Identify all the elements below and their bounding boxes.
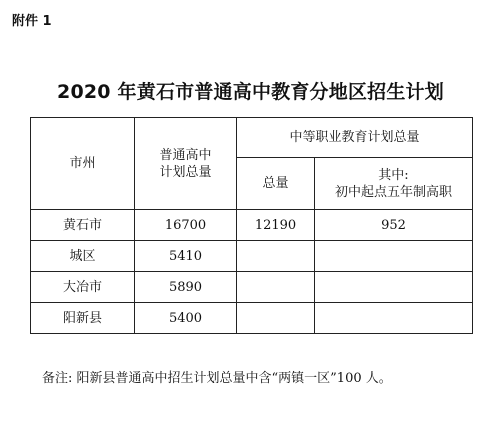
header-city: 市州 bbox=[31, 118, 135, 210]
table-row bbox=[31, 210, 473, 241]
enrollment-plan-table bbox=[30, 117, 473, 334]
header-five-year-line2: 初中起点五年制高职 bbox=[334, 184, 452, 200]
cell-city: 大冶市 bbox=[31, 272, 135, 303]
cell-high-school: 5410 bbox=[135, 241, 237, 272]
cell-high-school: 5890 bbox=[135, 272, 237, 303]
header-vocational-total: 总量 bbox=[237, 158, 315, 210]
table-row bbox=[31, 241, 473, 272]
cell-city: 城区 bbox=[31, 241, 135, 272]
cell-high-school: 16700 bbox=[135, 210, 237, 241]
header-high-school bbox=[135, 118, 237, 210]
header-high-school-line1: 普通高中 bbox=[159, 147, 212, 163]
attachment-label: 附件 1 bbox=[12, 14, 52, 29]
header-vocational: 中等职业教育计划总量 bbox=[237, 118, 473, 158]
table-row bbox=[31, 272, 473, 303]
document-title: 2020 年黄石市普通高中教育分地区招生计划 bbox=[57, 81, 444, 103]
cell-vocational-total bbox=[237, 241, 315, 272]
header-high-school-line2: 计划总量 bbox=[159, 164, 212, 180]
cell-vocational-total: 12190 bbox=[237, 210, 315, 241]
footnote: 备注: 阳新县普通高中招生计划总量中含“两镇一区”100 人。 bbox=[42, 371, 392, 386]
cell-five-year bbox=[315, 241, 473, 272]
header-five-year bbox=[315, 158, 473, 210]
table-row bbox=[31, 303, 473, 334]
cell-vocational-total bbox=[237, 303, 315, 334]
cell-city: 阳新县 bbox=[31, 303, 135, 334]
cell-city: 黄石市 bbox=[31, 210, 135, 241]
header-five-year-line1: 其中: bbox=[378, 167, 409, 183]
cell-vocational-total bbox=[237, 272, 315, 303]
cell-five-year bbox=[315, 272, 473, 303]
cell-five-year bbox=[315, 303, 473, 334]
cell-high-school: 5400 bbox=[135, 303, 237, 334]
cell-five-year: 952 bbox=[315, 210, 473, 241]
